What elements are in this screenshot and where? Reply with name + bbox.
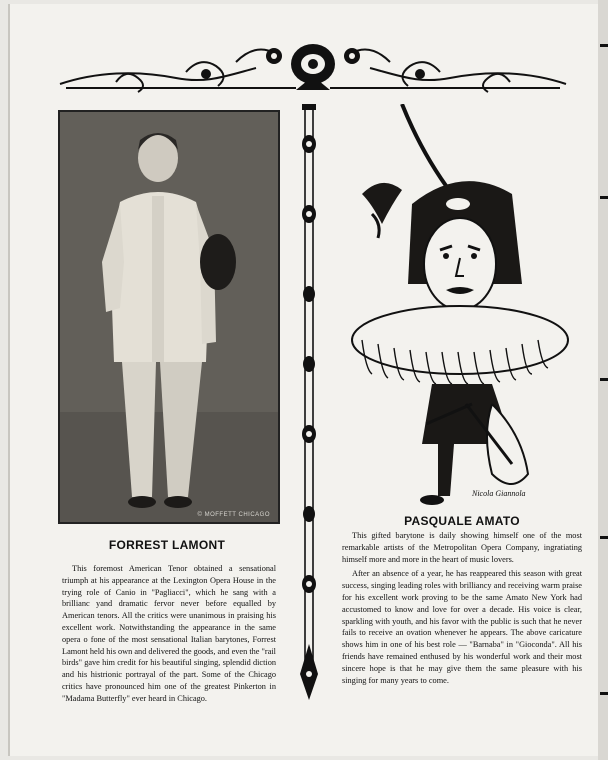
right-article-body <box>342 530 582 689</box>
left-article-body <box>62 563 276 705</box>
left-article-paragraph: This foremost American Tenor obtained a sensational triumph at his appearance at the Lexington Opera House in the trying role of Canio in "Pagliacci", which he sang with a brillianc yand dramatic fervor never before equalled by American tenors. All the critics were unanimous in praising his excellent work. Notwithstanding the appearance in the same opera o fone of the most sensational Italian barytones, Forrest Lamont held his own and delivered the goods, and even the "rail birds" gave him credit for his beautiful singing, splendid diction and his histrionic portrayal of the part. Some of the Chicago critics have pronounced him one of the greatest Pinkerton in "Madama Butterfly" ever heard in Chicago. <box>62 564 276 703</box>
right-article-heading: PASQUALE AMATO <box>404 514 520 528</box>
header-ornament <box>56 32 570 102</box>
caricature-signature: Nicola Giannola <box>472 489 526 498</box>
newspaper-page <box>8 4 600 756</box>
photo-credit: © MOFFETT CHICAGO <box>197 512 270 518</box>
man-in-uniform-figure <box>60 112 278 522</box>
right-article-paragraph-1: This gifted barytone is daily showing himself one of the most remarkable artists of the Metropolitan Opera Company, ingratiating himself more and more in the heart of music lovers. <box>342 531 582 564</box>
left-article-heading: FORREST LAMONT <box>108 538 226 552</box>
portrait-photo <box>58 110 280 524</box>
binding-edge-marks <box>598 0 608 760</box>
caricature-drawing <box>342 104 582 514</box>
column-divider-ornament <box>296 104 322 704</box>
right-article-paragraph-2: After an absence of a year, he has reappeared this season with great success, singing leading roles with brilliancy and receiving warm praise for his excellent work proving to be the same Amato New York had accustomed to know and love for over a decade. His voice is clear, sparkling with youth, and his favor with the public is such that he never fails to receive an ovation whenever he appears. The above caricature shows him in one of his best role — "Barnaba" in "Gioconda". All his friends have remained enthused by his wonderful work and their most sincere hope is that he may give them the same pleasure with his singing for many years to come. <box>342 569 582 685</box>
